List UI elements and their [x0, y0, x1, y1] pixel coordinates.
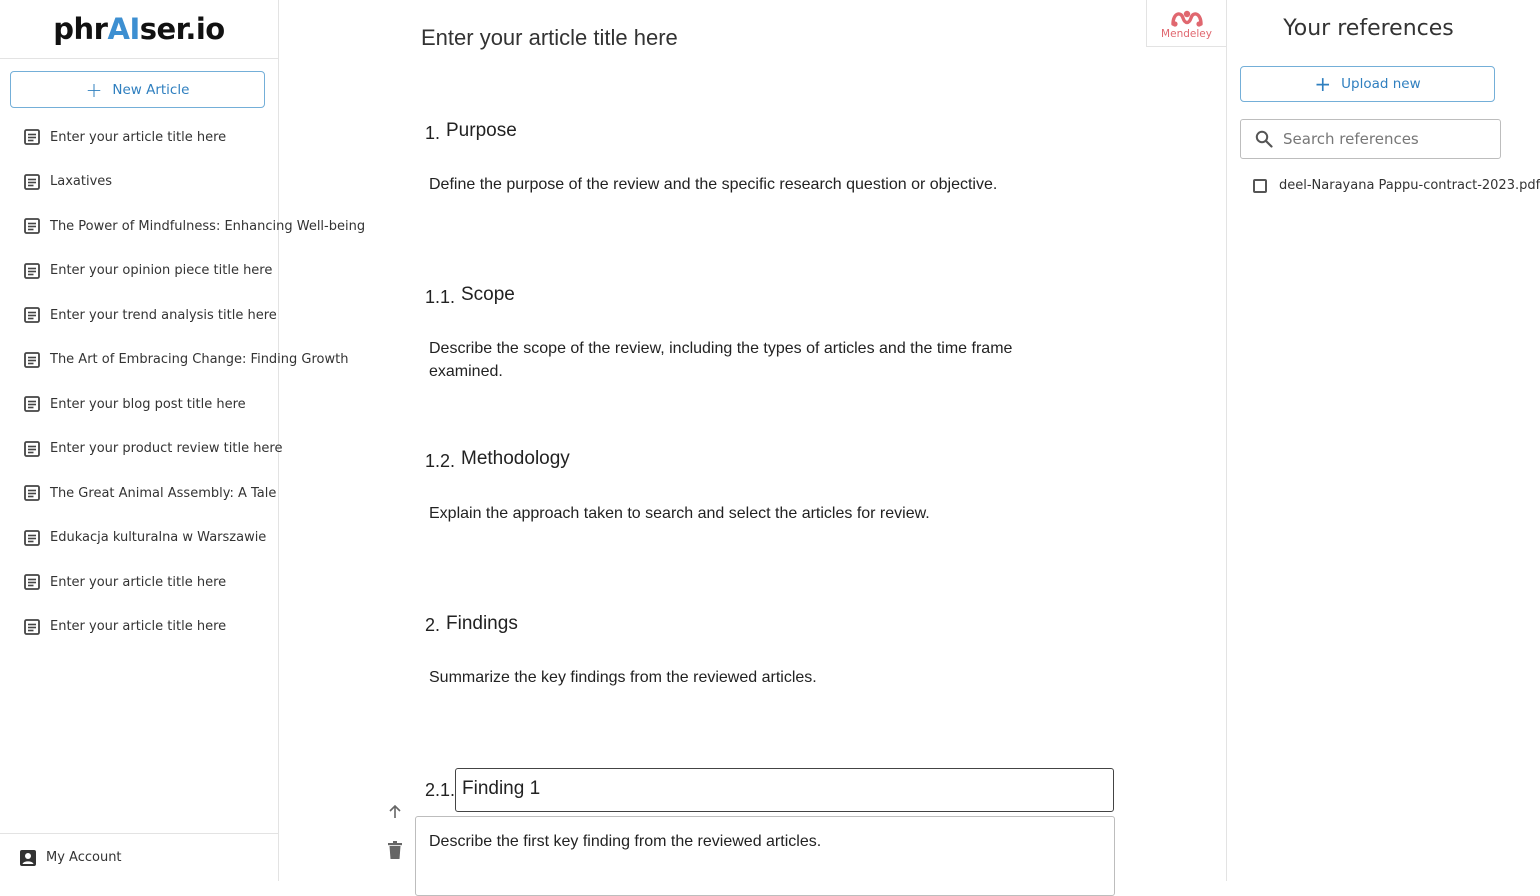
section-heading[interactable]: Purpose	[446, 120, 517, 141]
arrow-up-icon	[387, 804, 403, 820]
my-account-button[interactable]	[0, 833, 278, 881]
sidebar-article-item[interactable]	[0, 160, 278, 205]
document-icon	[23, 173, 41, 191]
section-number: 2.	[425, 615, 441, 635]
sidebar-article-item[interactable]	[0, 516, 278, 561]
references-panel	[1226, 0, 1540, 881]
document-icon	[23, 484, 41, 502]
sidebar-article-item[interactable]	[0, 115, 278, 160]
article-item-label: Enter your blog post title here	[50, 396, 246, 412]
my-account-label: My Account	[46, 850, 122, 865]
move-up-button[interactable]	[385, 802, 405, 822]
document-icon	[23, 306, 41, 324]
article-item-label: Laxatives	[50, 174, 113, 190]
sidebar-article-item[interactable]	[0, 293, 278, 338]
sidebar-article-item[interactable]	[0, 471, 278, 516]
document-icon	[23, 618, 41, 636]
article-item-label: Enter your product review title here	[50, 441, 283, 457]
reference-item[interactable]	[1253, 178, 1540, 193]
section-body[interactable]: Summarize the key findings from the reviewed articles.	[429, 669, 817, 686]
logo-text-prefix: phr	[53, 12, 108, 46]
article-item-label: The Power of Mindfulness: Enhancing Well-being	[50, 218, 366, 234]
section-heading-input[interactable]: Finding 1	[455, 768, 1114, 812]
section-heading[interactable]: Scope	[461, 284, 515, 305]
trash-icon	[387, 841, 403, 859]
sidebar-article-item[interactable]	[0, 427, 283, 472]
document-icon	[23, 529, 41, 547]
logo-text-suffix: ser.io	[139, 12, 225, 46]
delete-section-button[interactable]	[385, 840, 405, 860]
document-icon	[23, 351, 41, 369]
sidebar-article-item[interactable]	[0, 605, 278, 650]
plus-icon: +	[85, 77, 103, 102]
section-body-editor[interactable]: Describe the first key finding from the reviewed articles.	[415, 816, 1115, 896]
upload-new-button[interactable]	[1240, 66, 1495, 102]
sidebar-article-item[interactable]	[0, 560, 278, 605]
document-icon	[23, 440, 41, 458]
search-references-input[interactable]	[1283, 130, 1483, 148]
reference-checkbox[interactable]	[1253, 179, 1267, 193]
app-logo[interactable]	[0, 0, 278, 59]
mendeley-label: Mendeley	[1161, 27, 1212, 40]
document-icon	[23, 262, 41, 280]
document-icon	[23, 217, 41, 235]
section-number: 1.1.	[425, 287, 456, 307]
account-box-icon	[19, 849, 37, 867]
sidebar-article-item[interactable]	[0, 338, 349, 383]
article-title[interactable]: Enter your article title here	[421, 25, 678, 50]
article-item-label: Edukacja kulturalna w Warszawie	[50, 530, 267, 546]
references-title: Your references	[1283, 16, 1454, 41]
article-item-label: Enter your article title here	[50, 619, 227, 635]
upload-new-label: Upload new	[1341, 76, 1421, 92]
article-list	[0, 115, 366, 649]
editor-area	[279, 0, 1226, 881]
plus-icon: +	[1314, 72, 1332, 96]
new-article-label: New Article	[112, 81, 190, 98]
article-item-label: Enter your opinion piece title here	[50, 263, 273, 279]
article-item-label: Enter your trend analysis title here	[50, 307, 277, 323]
section-body[interactable]: Describe the scope of the review, including the types of articles and the time frame examined.	[429, 340, 1013, 380]
section-heading[interactable]: Findings	[446, 613, 518, 634]
section-body[interactable]: Explain the approach taken to search and select the articles for review.	[429, 505, 930, 522]
new-article-button[interactable]	[10, 71, 265, 108]
article-item-label: The Great Animal Assembly: A Tale	[50, 485, 277, 501]
sidebar-article-item[interactable]	[0, 382, 278, 427]
search-icon	[1255, 130, 1273, 148]
sidebar	[0, 0, 366, 881]
sidebar-article-item[interactable]	[0, 249, 278, 294]
article-item-label: Enter your article title here	[50, 574, 227, 590]
reference-item-label: deel-Narayana Pappu-contract-2023.pdf	[1279, 178, 1540, 193]
article-item-label: Enter your article title here	[50, 129, 227, 145]
logo-text-ai: AI	[107, 12, 140, 46]
search-references-field[interactable]	[1240, 119, 1501, 159]
section-heading[interactable]: Methodology	[461, 448, 570, 469]
mendeley-button[interactable]	[1146, 0, 1226, 47]
section-number: 1.	[425, 123, 441, 143]
section-body[interactable]: Define the purpose of the review and the specific research question or objective.	[429, 176, 998, 193]
sidebar-article-item[interactable]	[0, 204, 366, 249]
section-number: 2.1.	[425, 780, 456, 800]
document-icon	[23, 573, 41, 591]
section-number: 1.2.	[425, 451, 456, 471]
document-icon	[23, 395, 41, 413]
article-item-label: The Art of Embracing Change: Finding Growth	[50, 352, 349, 368]
document-icon	[23, 128, 41, 146]
mendeley-logo-icon	[1170, 7, 1204, 27]
